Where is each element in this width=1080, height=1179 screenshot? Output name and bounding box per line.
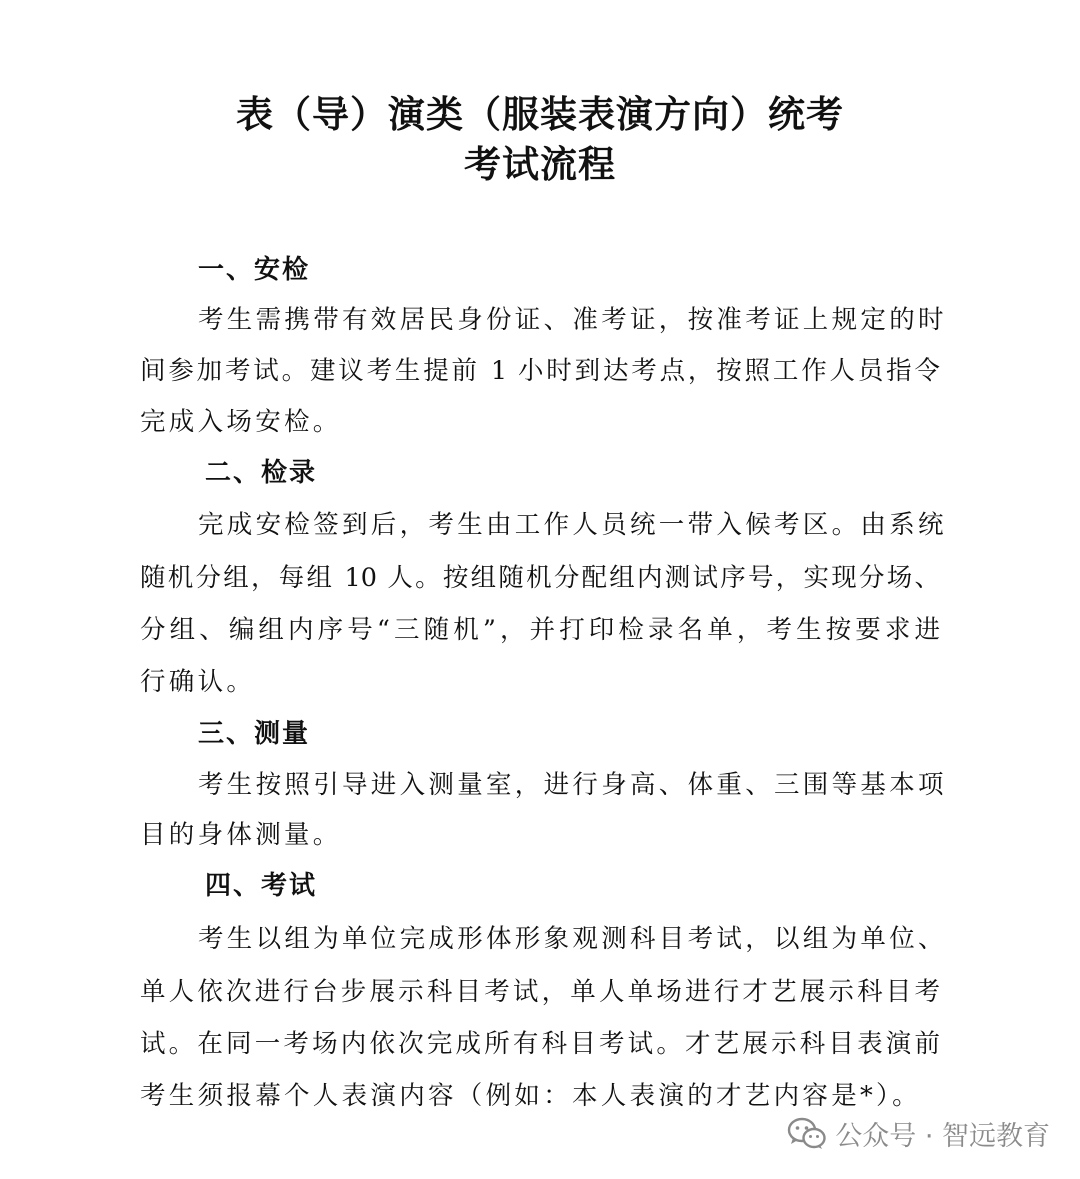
paragraph-line: 考生按照引导进入测量室，进行身高、体重、三围等基本项: [198, 770, 947, 800]
paragraph-line: 随机分组，每组 10 人。按组随机分配组内测试序号，实现分场、: [140, 563, 940, 593]
paragraph-line: 完成入场安检。: [140, 407, 342, 437]
paragraph-line: 分组、编组内序号“三随机”，并打印检录名单，考生按要求进: [140, 615, 940, 645]
paragraph-line: 行确认。: [140, 667, 256, 697]
wechat-icon: [787, 1117, 827, 1151]
paragraph-line: 目的身体测量。: [140, 820, 342, 850]
section-heading-measurement: 三、测量: [198, 719, 311, 749]
document-title-line2: 考试流程: [464, 142, 616, 186]
document-title-line1: 表（导）演类（服装表演方向）统考: [236, 92, 844, 136]
section-heading-checkin: 二、检录: [205, 458, 318, 488]
section-heading-exam: 四、考试: [205, 871, 318, 901]
paragraph-line: 间参加考试。建议考生提前 1 小时到达考点，按照工作人员指令: [140, 356, 940, 386]
paragraph-line: 试。在同一考场内依次完成所有科目考试。才艺展示科目表演前: [140, 1029, 940, 1059]
section-heading-security: 一、安检: [198, 255, 311, 285]
paragraph-line: 完成安检签到后，考生由工作人员统一带入候考区。由系统: [198, 510, 947, 540]
paragraph-line: 考生须报幕个人表演内容（例如：本人表演的才艺内容是*）。: [140, 1081, 921, 1111]
watermark: [787, 1114, 1050, 1153]
watermark-text: 公众号 · 智远教育: [835, 1121, 1050, 1152]
paragraph-line: 单人依次进行台步展示科目考试，单人单场进行才艺展示科目考: [140, 977, 940, 1007]
paragraph-line: 考生需携带有效居民身份证、准考证，按准考证上规定的时: [198, 305, 947, 335]
paragraph-line: 考生以组为单位完成形体形象观测科目考试，以组为单位、: [198, 924, 947, 954]
